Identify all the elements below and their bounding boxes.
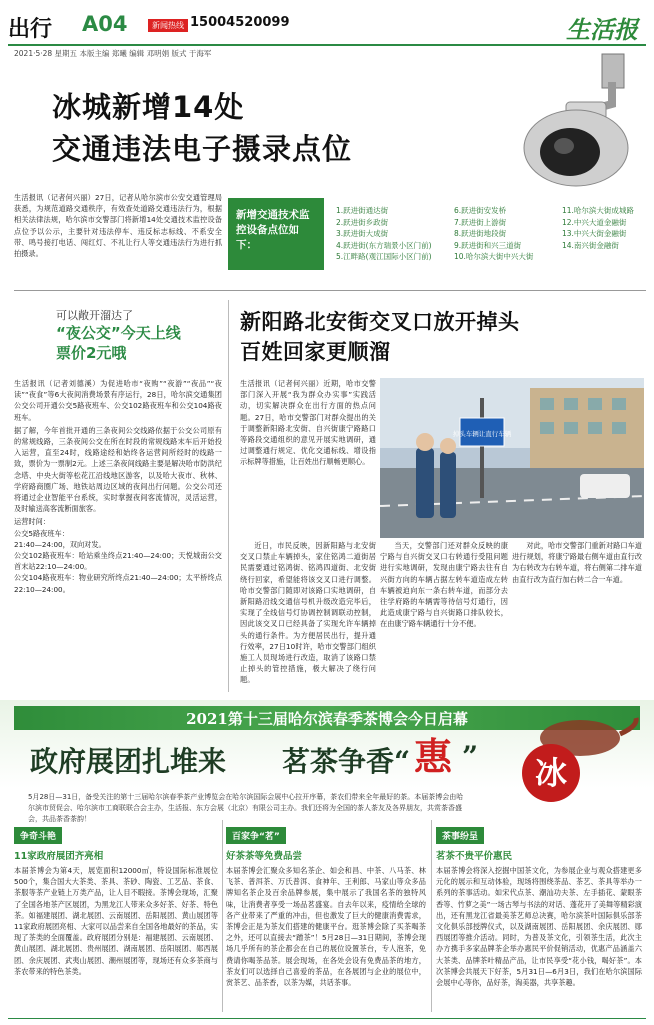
points-column-2: [454, 205, 533, 263]
story1-headline-line2: 交通违法电子摄录点位: [52, 132, 353, 166]
monitor-points-label: 新增交通技术监控设备点位如下：: [228, 198, 324, 270]
story3-paragraph: 当天，交警部门还对群众反映的康宁路与自兴街交叉口右转通行受阻问题进行实地调研，发现由康宁路去往有自兴街方向的车辆占据左转车道造成左转车辆被迫向东一条右转车道，而部分去往学府路的车辆需等待信号灯通行，因此造成康宁路与自兴街路口排队较长，在由康宁路车辆通行十分不便。: [380, 541, 508, 629]
expo-headline-a: 政府展团扎堆来: [30, 745, 227, 778]
story2-kicker: 可以敞开溜达了: [56, 309, 133, 322]
hotline-label: 新闻热线: [148, 19, 188, 32]
column-divider: [222, 820, 223, 1012]
section-divider: [14, 290, 646, 291]
hours-item: 公交5路夜班车：: [14, 528, 69, 538]
story3-headline-line2: 百姓回家更顺溜: [240, 339, 391, 364]
list-item: 7.跃进街上游街: [454, 217, 507, 227]
story3-paragraph: 对此，哈市交警部门重新对路口车道进行规划，将康宁路最右侧车道由直行改为右转改为右转车道，将右侧第二排车道由直行改为直行加右转二合一车道。: [512, 541, 642, 584]
expo-headline-end: ”: [462, 740, 479, 773]
story3-body-col1: [240, 378, 376, 468]
story2-body: [14, 378, 222, 595]
story3-paragraph: 生活报讯（记者何兴丽）近期，哈市交警部门深入开展“我为群众办实事”实践活动，切实解决群众在出行方面的热点问题。27日，哈市交警部门对群众提出的关于调整新阳路北安街、自兴街康宁路路口等路段交通组织的意见开展实地调研，通过调整通行规定、优化交通标线、增设指示标牌等措施，让百姓出行顺畅更顺心。: [240, 379, 376, 467]
story3-headline-line1: 新阳路北安街交叉口放开掉头: [240, 309, 520, 334]
hours-title: 运营时间：: [14, 517, 50, 527]
story2-paragraph: 生活报讯（记者刘德溪）为促进哈市“夜购”“夜游”“夜品”“夜读”“夜食”等6大夜间消费场景有序运行，28日，哈尔滨交通集团公交公司开通公交5路夜班车、公交102路夜班车和公交104路夜班车。: [14, 379, 222, 422]
hours-item: 21:40—24:00，双向对发。: [14, 539, 106, 549]
story3-paragraph: 近日，市民反映，因新阳路与北安街交叉口禁止车辆掉头，家住铭鸿二道街居民需要通过铭鸿街、铭鸿四道街、北安街绕行回家，希望能将该交叉口进行调整。哈市交警部门随即对该路口实地调研，自新阳路沿线交通信号机升级改造完毕后，实现了全线信号灯协调控制调联动控制，因此该交叉口已经具备了实现允许车辆掉头的通行条件。为方便居民出行，提升通行效率，27日10时许，哈市交警部门组织施工人员现场进行改造，取消了该路口禁止掉头的管控措施，极大解决了绕行问题。: [240, 541, 376, 685]
column-body: 本届茶博会将深入挖掘中国茶文化，为参展企业与观众搭建更多元化的展示和互动体验，现场将围绕茶品、茶艺、茶具等举办一系列的茶事活动。如宋代点茶、潮汕功夫茶、左手插花、蒙眼茶香等、竹萝之美”一场古琴与书法的对话、蓬花开了美舞等精彩演出，还有黑龙江省最美茶艺师总决赛，哈尔滨茶叶国际俱乐部茶文化俱乐部授牌仪式，以及湖南展团、岳阳展团、余庆展团、郧西展团等推介活动。同时，为普及茶文化，引领茶生活，此次主办方携手多家品牌茶企举办惠民平价促销活动，优惠产品涵盖六大茶类、品牌茶叶精品产品，让市民享受“花小钱，喝好茶”。本次茶博会共展天下好茶，5月31日—6月3日，我们在哈尔滨国际会展中心等你，品好茶，淘美器，共享茶趣。: [436, 866, 642, 988]
points-column-3: [562, 205, 634, 251]
story3-body-col4: [512, 540, 642, 690]
list-item: 5.江畔路(观江国际小区门前): [336, 252, 432, 261]
expo-headline-hui: 惠: [414, 734, 453, 779]
story3-body-col3: [380, 540, 508, 690]
column-body: 本届茶博会汇聚众多知名茶企、如会和昌、中茶、八马茶、林飞茶、普洱茶、万氏普洱、食神年、王利郎、马家山等众多品牌知名茶企及百余品牌参展，集中展示了我国名茶的独特风味，让消费者享受一场品茗盛宴。自去年以来，疫情给全球的各产业带来了严重的冲击，但也激发了巨大的健康消费需求，茶博会正是为茶友们搭建的健康平台。逛茶博会除了买茶喝茶之外，还可以直接去“蹭茶”！5月28日—31日期间，茶博会现场几乎所有的茶企都会在自己的展位设置茶台，专人泡茶，免费请你喝茶品茶。展会现场，在各处会设有免费品茶的地方，茶友们可以选择自己喜爱的茶品，在各展团与企业的展位中，赏茶艺、品茶香，以茶为媒，共话茶事。: [226, 866, 426, 988]
story3-body-col2: [240, 540, 376, 690]
list-item: 4.跃进街(东方瑞景小区门前): [336, 240, 432, 250]
date-line: 2021·5·28 星期五 本版主编 郑曦 编辑 邓明娟 版式 于海军: [14, 49, 212, 58]
expo-column-1: [14, 824, 218, 1025]
newspaper-logo: 生活报: [566, 15, 638, 44]
page-number: A04: [82, 12, 128, 36]
story2-headline-line2: 票价2元哦: [56, 344, 127, 362]
list-item: 8.跃进街地段街: [454, 229, 507, 238]
column-divider: [228, 300, 229, 692]
surveillance-camera-icon: [494, 52, 644, 192]
hotline-number: 15004520099: [190, 15, 290, 30]
section-title: 出行: [8, 17, 53, 42]
list-item: 13.中兴大街金融街: [562, 229, 627, 238]
column-subhead: 茗茶不贵平价惠民: [436, 851, 513, 862]
hours-item: 公交104路夜班车：物业研究所终点21:40—24:00；太平桥终点22:10—24:00。: [14, 573, 222, 594]
column-tag: 茶事纷呈: [436, 827, 484, 844]
expo-title: 2021第十三届哈尔滨春季茶博会今日启幕: [186, 710, 468, 728]
list-item: 10.哈尔滨大街中兴大街: [454, 252, 534, 261]
column-subhead: 11家政府展团齐亮相: [14, 851, 104, 862]
column-body: 本届茶博会为第4天，展览面积12000㎡，特设国际标准展位500个，集合国大大茶类、茶具、茶砂、陶瓷、工艺品、茶食、茶服等茶产业链上万类产品，让人目不暇接。茶博会现场，汇聚了全国各地茶产区展团，为黑龙江人带来众多好茶、好茶、特色茶。如福建展团、湖北展团、云南展团、岳阳展团、黄山展团等11家政府展团亮相、大家可以品尝来自全国各地最好的茶品，实现了茶类的全面覆盖。政府展团分别是：福建展团、云南展团、黄山展团、湖北展团、贵州展团、湖南展团、岳阳展团、郧西展团、余庆展团、武夷山展团、潮州展团等，现场还有众多茶商与茶农带来的特色茶类。: [14, 866, 218, 976]
column-divider: [431, 820, 432, 1012]
footer-divider: [8, 1018, 646, 1019]
column-tag: 争奇斗艳: [14, 827, 62, 844]
list-item: 3.跃进街大成街: [336, 229, 389, 238]
traffic-police-photo: [380, 378, 644, 538]
points-column-1: [336, 205, 432, 263]
story2-headline-line1: “夜公交”今天上线: [56, 324, 181, 342]
monitor-points-box: [228, 198, 648, 270]
story1-headline-line1: 冰城新增14处: [52, 90, 245, 124]
column-subhead: 好茶茶等免费品尝: [226, 851, 303, 862]
column-tag: 百家争“茗”: [226, 827, 286, 844]
expo-headline-b: 茗茶争香“: [282, 745, 411, 778]
svg-text:掉头车辆让直行车辆: 掉头车辆让直行车辆: [452, 430, 512, 438]
expo-column-2: [226, 824, 426, 1025]
story2-paragraph: 据了解，今年首批开通的三条夜间公交线路依据于公交公司原有的常规线路，三条夜间公交在所在时段的常规线路末车后开始投入运营，直至24时，线路途经和始终各运营间所经时的线路一致，票价为一票制2元。上述三条夜间线路主要是解决哈市防洪纪念塔、中央大街等松花江沿线地区游客，以及哈大夜市、秋林、学府路商圈广场、地铁站周边区域的夜间出行问题。公交公司还将通过企业智能平台系统，实时掌握夜间客流情况，灵活运营，及时输送高客流断面旅客。: [14, 425, 222, 514]
list-item: 14.南兴街金融街: [562, 240, 619, 250]
list-item: 6.跃进街安发桥: [454, 206, 507, 215]
list-item: 9.跃进街和兴三道街: [454, 240, 522, 250]
expo-bing-badge: 冰城: [522, 744, 580, 802]
story1-body: 生活报讯（记者何兴丽）27日，记者从哈尔滨市公安交通管理局获悉，为规范道路交通秩序，有效查处道路交通违法行为，根据相关法律法规，哈尔滨市交警部门将新增14处交通技术监控设备点位予以公示，主要针对违法停车、违反标志标线、不系安全带、鸣号接打电话、闯红灯、不礼让行人等交通违法行为进行抓拍摄录。: [14, 193, 222, 259]
list-item: 11.哈尔滨大街成城路: [562, 206, 634, 215]
list-item: 1.跃进街通达街: [336, 206, 389, 215]
expo-intro: 5月28日—31日，备受关注的第十三届哈尔滨春季茶产业博览会在哈尔滨国际会展中心拉开序幕，茶农们带来全年最好的茶。本届茶博会由哈尔滨市贸促会、哈尔滨市工商联联合会主办，生活报、东方会展（北京）有限公司主办。我们还将为全国的茶人茶友及各界朋友，共赏茶香盛会，共品茶香茶韵！: [28, 793, 464, 823]
header-divider: [8, 44, 646, 46]
list-item: 12.中兴大道金融街: [562, 217, 627, 227]
hours-item: 公交102路夜班车：哈站乘坐终点21:40—24:00；天悦城南公交首末站22:10—24:00。: [14, 551, 222, 572]
list-item: 2.跃进街乡政街: [336, 217, 389, 227]
expo-column-3: [436, 824, 642, 1025]
